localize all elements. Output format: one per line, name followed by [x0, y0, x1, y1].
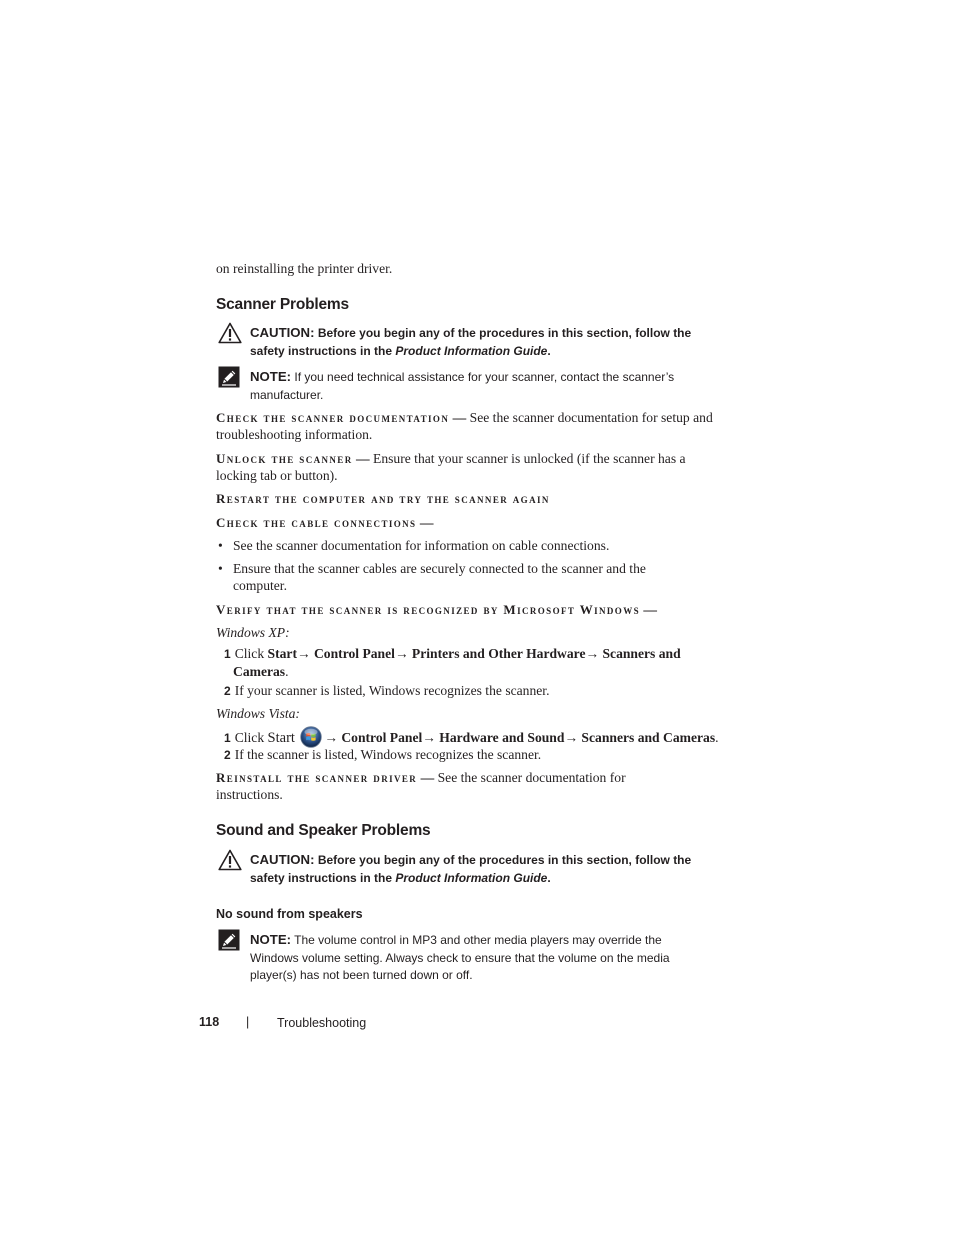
xp-step-1: 1 Click Start→ Control Panel→ Printers and Other Hardware→ Scanners and Cameras. [224, 646, 681, 679]
start-menu-text: Start [267, 646, 297, 661]
restart-heading: Restart the computer and try the scanner again [216, 491, 550, 506]
restart-paragraph [216, 490, 550, 507]
section-title-scanner: Scanner Problems [216, 296, 349, 313]
hardware-sound-text: Hardware and Sound [435, 730, 565, 745]
control-panel-text: Control Panel [337, 730, 423, 745]
printers-hardware-text: Printers and Other Hardware [408, 646, 586, 661]
guide-title: Product Information Guide [395, 870, 548, 885]
caution-label: CAUTION: [250, 325, 315, 340]
note-label: NOTE: [250, 369, 292, 384]
caution-triangle-icon [218, 849, 242, 871]
check-documentation-heading: Check the scanner documentation [216, 410, 450, 425]
xp-step-2: 2 If your scanner is listed, Windows recognizes the scanner. [224, 683, 550, 698]
caution-triangle-icon [218, 322, 242, 344]
vista-step-2: 2 If the scanner is listed, Windows recognizes the scanner. [224, 747, 542, 762]
subheading-no-sound: No sound from speakers [216, 907, 363, 921]
check-documentation-paragraph: Check the scanner documentation — See the scanner documentation for setup and troubleshooting information. [216, 410, 713, 442]
note-notice [250, 931, 710, 985]
list-item: • See the scanner documentation for information on cable connections. [218, 538, 610, 553]
section-title-sound: Sound and Speaker Problems [216, 822, 431, 839]
caution-label: CAUTION: [250, 852, 315, 867]
windows-vista-label: Windows Vista: [216, 706, 300, 721]
footer-separator: | [246, 1015, 250, 1029]
reinstall-driver-heading: Reinstall the scanner driver [216, 770, 418, 785]
cable-connections-heading: Check the cable connections [216, 515, 417, 530]
unlock-scanner-heading: Unlock the scanner [216, 451, 353, 466]
note-notice [250, 368, 710, 404]
list-item: • Ensure that the scanner cables are securely connected to the scanner and the computer. [218, 561, 646, 593]
intro-text: on reinstalling the printer driver. [216, 261, 393, 276]
start-text: Start [267, 730, 295, 746]
footer-chapter: Troubleshooting [277, 1016, 367, 1030]
reinstall-driver-paragraph: Reinstall the scanner driver — See the scanner documentation for instructions. [216, 770, 626, 802]
vista-step-1: 1 Click Start → Control Panel→ Hardware and Sound→ Scanners and Cameras. [224, 726, 719, 748]
verify-heading: Verify that the scanner is recognized by Microsoft Windows [216, 602, 641, 617]
note-pencil-icon [218, 366, 240, 388]
unlock-scanner-paragraph: Unlock the scanner — Ensure that your scanner is unlocked (if the scanner has a locking tab or button). [216, 451, 686, 483]
note-label: NOTE: [250, 932, 292, 947]
caution-notice: CAUTION: Before you begin any of the procedures in this section, follow the safety instructions in the Product Information Guide. [250, 325, 692, 358]
note-text: The volume control in MP3 and other media players may override the Windows volume setting. Always check to ensure that the volume on the media player(s) has not been turned down or off. [250, 933, 670, 982]
scanners-cameras-text: Scanners and Cameras [578, 730, 716, 745]
verify-paragraph: Verify that the scanner is recognized by Microsoft Windows — [216, 602, 658, 617]
page-number: 118 [199, 1015, 220, 1029]
note-pencil-icon [218, 929, 240, 951]
cable-connections-paragraph: Check the cable connections — [216, 515, 434, 530]
scanners-cameras-text: Scanners and Cameras [233, 646, 681, 679]
guide-title: Product Information Guide [395, 343, 548, 358]
windows-start-orb-icon [300, 726, 322, 748]
caution-notice: CAUTION: Before you begin any of the procedures in this section, follow the safety instructions in the Product Information Guide. [250, 852, 692, 885]
note-text: If you need technical assistance for your scanner, contact the scanner’s manufacturer. [250, 370, 675, 402]
caution-text: Before you begin any of the procedures in this section, follow the safety instructions in the [250, 326, 692, 358]
control-panel-text: Control Panel [310, 646, 395, 661]
windows-xp-label: Windows XP: [216, 625, 290, 640]
caution-text: Before you begin any of the procedures in this section, follow the safety instructions in the [250, 853, 692, 885]
